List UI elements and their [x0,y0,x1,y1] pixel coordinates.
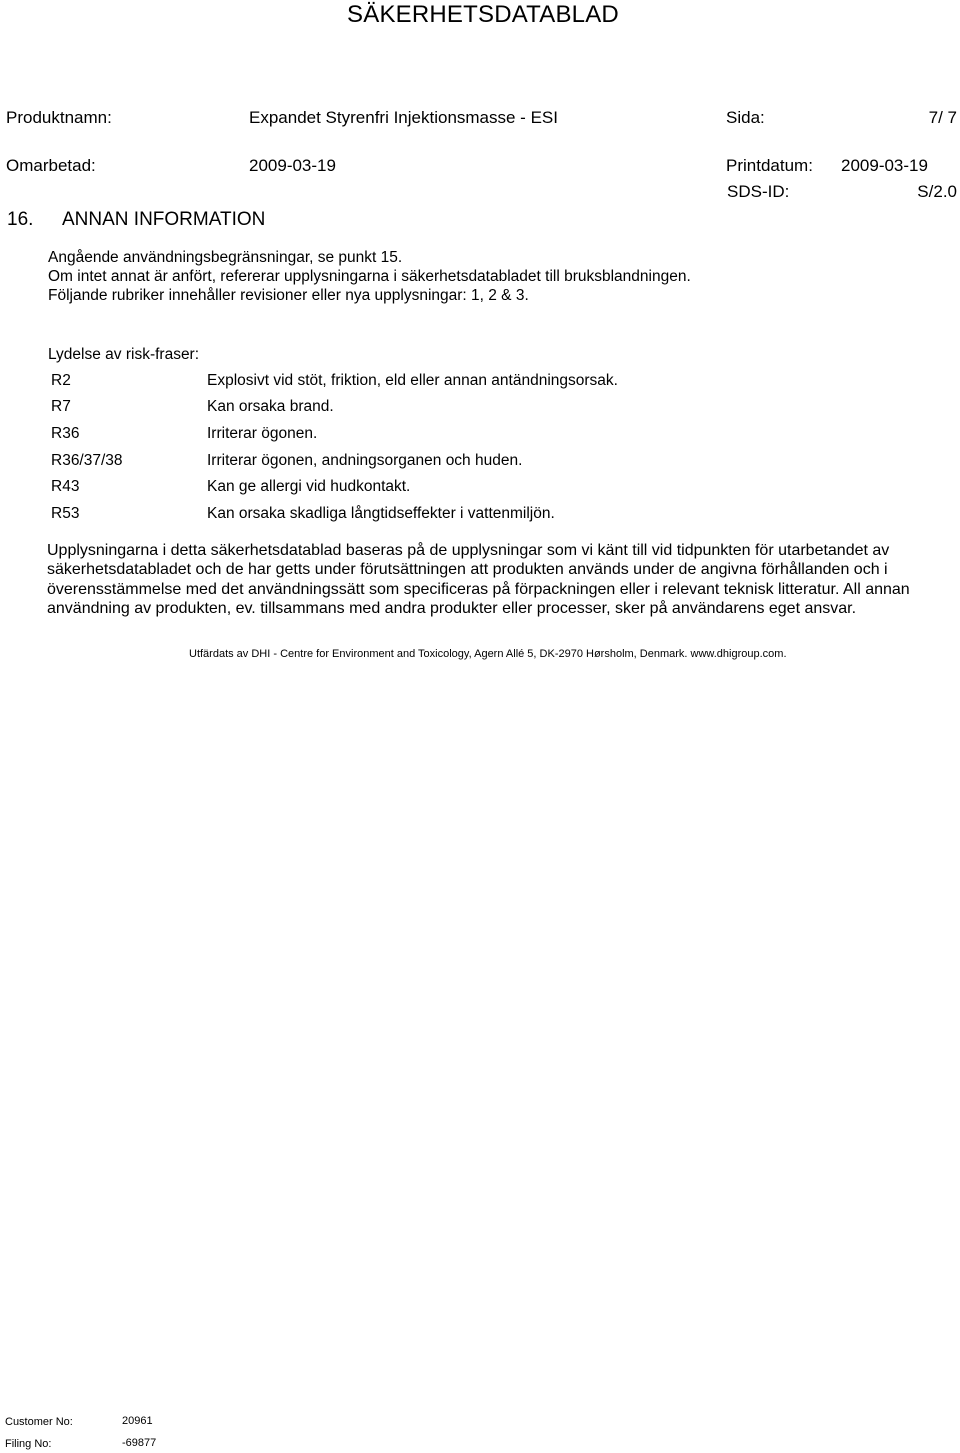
document-title: SÄKERHETSDATABLAD [347,1,619,28]
print-date: 2009-03-19 [841,156,928,175]
risk-code: R7 [51,398,71,415]
page-label: Sida: [726,108,765,127]
product-name-label: Produktnamn: [6,108,112,127]
product-name-value: Expandet Styrenfri Injektionsmasse - ESI [249,108,558,127]
filing-no-value: -69877 [122,1437,157,1449]
intro-line: Angående användningsbegränsningar, se punkt 15. [48,249,403,266]
filing-no-label: Filing No: [5,1438,52,1450]
risk-code: R43 [51,478,80,495]
risk-text: Irriterar ögonen. [207,425,318,442]
risk-code: R2 [51,372,71,389]
issued-by: Utfärdats av DHI - Centre for Environment and Toxicology, Agern Allé 5, DK-2970 Hørsholm, Denmark. www.dhigroup.com. [189,648,787,660]
disclaimer-paragraph: Upplysningarna i detta säkerhetsdatablad baseras på de upplysningar som vi känt till vid tidpunkten för utarbetandet av säkerhetsdatabladet och de har getts under förutsättningen att produkten används under de angivna förhållanden och i överensstämmelse med det användningssätt som specificeras på förpackningen eller i relevant teknisk litteratur. All annan användning av produkten, ev. tillsammans med andra produkter eller processer, sker på användarens eget ansvar. [47,542,910,618]
section-heading [7,209,265,231]
risk-code: R36/37/38 [51,452,123,469]
risk-text: Kan ge allergi vid hudkontakt. [207,478,411,495]
risk-text: Kan orsaka skadliga långtidseffekter i vattenmiljön. [207,505,555,522]
risk-text: Explosivt vid stöt, friktion, eld eller annan antändningsorsak. [207,372,618,389]
risk-text: Irriterar ögonen, andningsorganen och huden. [207,452,523,469]
print-date-label: Printdatum: [726,156,813,175]
revised-label: Omarbetad: [6,156,96,175]
section-number: 16. [7,209,34,230]
risk-code: R36 [51,425,80,442]
section-title: ANNAN INFORMATION [62,209,266,230]
intro-line: Om intet annat är anfört, refererar upplysningarna i säkerhetsdatabladet till bruksblandningen. [48,268,691,285]
revised-date: 2009-03-19 [249,156,336,175]
customer-no-label: Customer No: [5,1416,73,1428]
sds-id-value: S/2.0 [917,182,957,201]
risk-phrases-heading: Lydelse av risk-fraser: [48,346,200,363]
sds-id-label: SDS-ID: [727,182,790,201]
page-number: 7/ 7 [928,108,957,127]
risk-text: Kan orsaka brand. [207,398,334,415]
intro-line: Följande rubriker innehåller revisioner eller nya upplysningar: 1, 2 & 3. [48,287,529,304]
risk-code: R53 [51,505,80,522]
customer-no-value: 20961 [122,1415,153,1427]
